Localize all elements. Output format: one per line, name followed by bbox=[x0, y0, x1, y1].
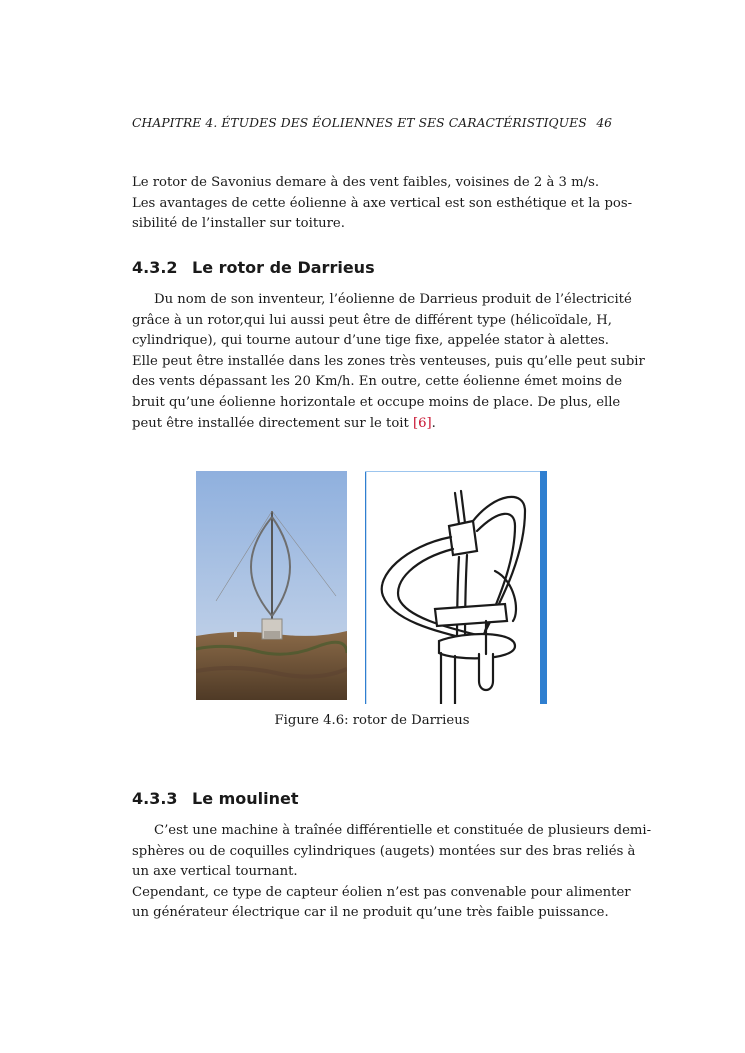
paragraph-line: cylindrique), qui tourne autour d’une tige fixe, appelée stator à alettes. bbox=[132, 333, 609, 349]
paragraph-line: grâce à un rotor,qui lui aussi peut être de différent type (hélicoïdale, H, bbox=[132, 312, 612, 328]
paragraph-line: Elle peut être installée dans les zones très venteuses, puis qu’elle peut subir bbox=[132, 353, 645, 369]
moulinet-paragraph bbox=[132, 821, 652, 924]
paragraph-line: Cependant, ce type de capteur éolien n’est pas convenable pour alimenter bbox=[132, 884, 631, 900]
darrieus-drawing bbox=[365, 471, 547, 704]
paragraph-line: Du nom de son inventeur, l’éolienne de Darrieus produit de l’électricité bbox=[154, 292, 632, 307]
section-number: 4.3.3 bbox=[132, 789, 178, 808]
paragraph-line: C’est une machine à traînée différentielle et constituée de plusieurs demi- bbox=[154, 823, 652, 838]
section-heading-moulinet bbox=[132, 789, 299, 808]
intro-paragraph bbox=[132, 173, 633, 235]
section-title: Le rotor de Darrieus bbox=[192, 258, 375, 277]
citation-link[interactable]: [6] bbox=[412, 415, 432, 431]
paragraph-line: un axe vertical tournant. bbox=[132, 864, 298, 880]
section-title: Le moulinet bbox=[192, 789, 299, 808]
paragraph-line: sphères ou de coquilles cylindriques (augets) montées sur des bras reliés à bbox=[132, 843, 636, 859]
running-header bbox=[132, 116, 612, 136]
darrieus-paragraph bbox=[132, 290, 645, 434]
page-number: 46 bbox=[596, 116, 612, 130]
paragraph-text: peut être installée directement sur le toit bbox=[132, 415, 413, 431]
intro-line: Les avantages de cette éolienne à axe vertical est son esthétique et la pos- bbox=[132, 195, 633, 211]
paragraph-line: un générateur électrique car il ne produit qu’une très faible puissance. bbox=[132, 905, 609, 921]
figure-caption: Figure 4.6: rotor de Darrieus bbox=[274, 713, 470, 728]
section-number: 4.3.2 bbox=[132, 258, 178, 277]
darrieus-photo bbox=[196, 471, 347, 700]
chapter-title: CHAPITRE 4. ÉTUDES DES ÉOLIENNES ET SES CARACTÉRISTIQUES bbox=[132, 116, 587, 130]
paragraph-line: bruit qu’une éolienne horizontale et occupe moins de place. De plus, elle bbox=[132, 394, 621, 410]
intro-line: Le rotor de Savonius demare à des vent faibles, voisines de 2 à 3 m/s. bbox=[132, 175, 600, 190]
section-heading-darrieus bbox=[132, 258, 375, 277]
intro-line: sibilité de l’installer sur toiture. bbox=[132, 216, 345, 232]
paragraph-text: . bbox=[431, 415, 436, 431]
paragraph-line-last bbox=[132, 414, 612, 435]
paragraph-line: des vents dépassant les 20 Km/h. En outre, cette éolienne émet moins de bbox=[132, 374, 623, 390]
